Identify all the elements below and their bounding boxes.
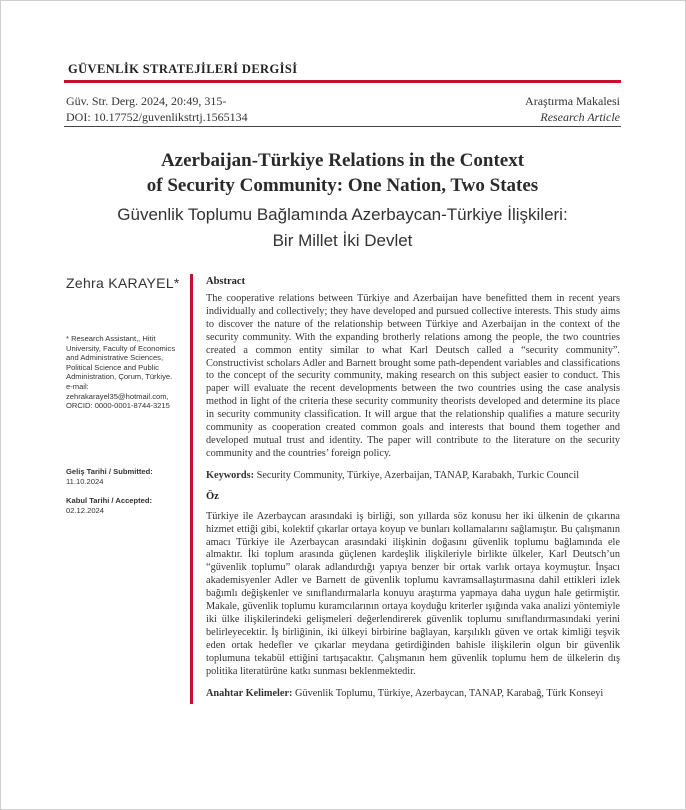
abstract-text: The cooperative relations between Türkiye and Azerbaijan have benefitted them in recent years individually and collectively; they have developed and pursued collective interests. This study aims to discover the nature of the relationship between Türkiye and Azerbaijan in the context of the security community. With the expanding brotherly relations among the people, the two countries created a common entity similar to what Karl Deutsch called a “security community”. Constructivist scholars Adler and Barnett brought some path-dependent variables and classifications to the concept of the security community, making research on this subject easier to conduct. This paper will evaluate the recent developments between the two countries using the case analysis method in light of the criteria these security community theorists developed and determine its place in security community classification. It will argue that the relationship qualifies a mature security community as cooperation created common goals and interests that bound them together and developed mutual trust and identity. The paper will contribute to the literature on the security community and the countries’ foreign policy. [206, 293, 620, 459]
author-affiliation [66, 334, 186, 411]
title-tr-line-2: Bir Millet İki Devlet [272, 231, 413, 250]
citation-block [66, 93, 248, 125]
doi: DOI: 10.17752/guvenlikstrtj.1565134 [66, 110, 248, 124]
article-type-en: Research Article [540, 110, 620, 124]
keywords-line [206, 470, 620, 483]
title-tr-line-1: Güvenlik Toplumu Bağlamında Azerbaycan-Türkiye İlişkileri: [117, 205, 568, 224]
accepted-label: Kabul Tarihi / Accepted: [66, 496, 153, 506]
anahtar-kelimeler-label: Anahtar Kelimeler: [206, 688, 293, 700]
affiliation-orcid: ORCID: 0000-0001-8744-3215 [66, 401, 170, 411]
article-type-block [525, 93, 620, 125]
affiliation-line: * Research Assistant,, Hitit [66, 334, 156, 343]
accepted-date: 02.12.2024 [66, 505, 105, 515]
article-type-tr: Araştırma Makalesi [525, 94, 620, 108]
anahtar-kelimeler-list: Güvenlik Toplumu, Türkiye, Azerbaycan, TANAP, Karabağ, Türk Konseyi [295, 688, 604, 700]
header-red-rule [64, 80, 621, 83]
affiliation-line: and Administrative Sciences, [66, 353, 164, 363]
submitted-label: Geliş Tarihi / Submitted: [66, 467, 153, 476]
title-en-line-2: of Security Community: One Nation, Two States [146, 175, 539, 196]
oz-heading: Öz [206, 490, 219, 502]
oz-text: Türkiye ile Azerbaycan arasındaki iş birliği, son yıllarda söz konusu her iki ülkenin de çıkarına hizmet ettiği gibi, kolektif çıkarlar ortaya koyup ve bunları kollamalarını sağlamıştır. Bu çalışmanın amacı Türkiye ile Azerbaycan arasındaki ilişkinin doğasını güvenlik toplumu bağlamında ele almaktır. İki toplum arasında güçlenen kardeşlik ilişkileriyle birlikte ülkeler, Karl Deutsch’un “güvenlik toplumu” olarak adlandırdığı yapıya benzer bir ortak varlık ortaya koymuştur. İnşacı akademisyenler Adler ve Barnett de güvenlik toplumu kavramsallaştırmasına dahil ettikleri izlek bağımlı değişkenler ve sınıflandırmalarla konuyu araştırma yapmaya daha uygun hale getirmiştir. Makale, güvenlik toplumu kuramcılarının ortaya koyduğu kriterler ışığında vaka analizi yöntemiyle iki ülke ilişkilerindeki gelişmeleri değerlendirerek güvenlik toplumu sınıflandırmasındaki yerini belirleyecektir. İş birliğinin, iki ülkeyi birbirine bağlayan, karşılıklı güven ve ortak kimliği teşvik eden ortak hedefler ve çıkarlar meydana getirdiğinden bahisle ilişkilerin olgun bir güvenlik toplumuna tekabül ettiğini tartışacaktır. Çalışmanın hem güvenlik toplumu hem de ülkelerin dış politika literatürüne katkı sunması beklenmektedir. [206, 510, 620, 677]
affiliation-email[interactable]: e-mail: zehrakarayel35@hotmail.com, [66, 381, 169, 401]
affiliation-line: University, Faculty of Economics [66, 343, 176, 353]
affiliation-line: Administration, Çorum, Türkiye. [66, 372, 173, 382]
anahtar-kelimeler-line [206, 688, 620, 701]
citation: Güv. Str. Derg. 2024, 20:49, 315- [66, 94, 227, 108]
main-column [206, 276, 620, 701]
keywords-list: Security Community, Türkiye, Azerbaijan, TANAP, Karabakh, Turkic Council [256, 469, 580, 481]
column-divider-red [190, 274, 193, 704]
header-thin-rule [64, 126, 621, 127]
keywords-label: Keywords: [206, 469, 255, 481]
submitted-date: 11.10.2024 [66, 476, 104, 486]
author-name: Zehra KARAYEL* [66, 275, 180, 291]
title-en-line-1: Azerbaijan-Türkiye Relations in the Context [160, 150, 525, 171]
abstract-heading: Abstract [206, 276, 246, 287]
article-dates [66, 467, 186, 515]
affiliation-line: Political Science and Public [66, 362, 159, 372]
journal-name: GÜVENLİK STRATEJİLERİ DERGİSİ [68, 62, 298, 76]
title-turkish [64, 202, 621, 254]
title-english [64, 148, 621, 198]
